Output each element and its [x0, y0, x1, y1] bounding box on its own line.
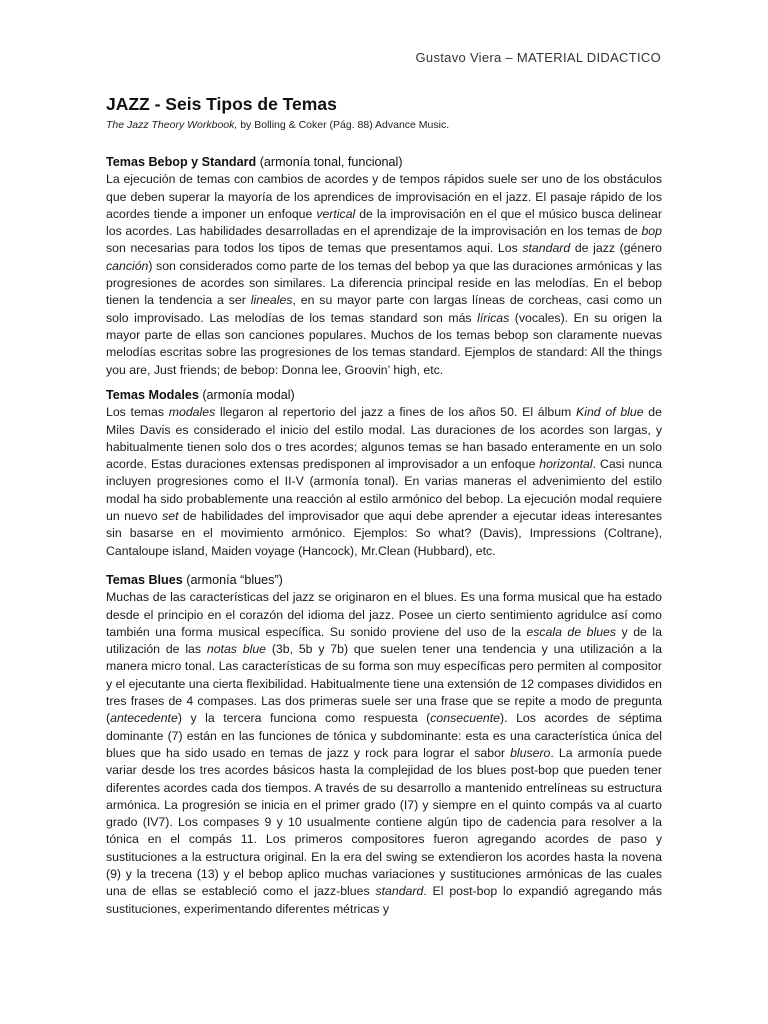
italic-term: antecedente — [110, 711, 178, 726]
text-run: ) son considerados como parte de los temas del bebop ya que las duraciones armónicas y las progresiones de acordes son similares. La diferencia principal reside en las melodías. En el bebop tienen la tendencia a ser — [106, 258, 662, 308]
book-title: The Jazz Theory Workbook, — [106, 119, 238, 131]
text-run: llegaron al repertorio del jazz a fines de los años 50. El álbum — [215, 405, 577, 420]
section-bebop-standard — [106, 154, 662, 379]
text-run: de Miles Davis es considerado el inicio del estilo modal. Las duraciones de los acordes son largas, y habitualmente tienen solo dos o tres acordes; algunos temas se han basado enteramente en un solo acorde. Estas duraciones extensas predisponen al improvisador a un enfoque — [106, 405, 662, 472]
section-heading-main: Temas Bebop y Standard — [106, 155, 257, 169]
italic-term: set — [162, 509, 179, 524]
section-heading-note: (armonía “blues”) — [182, 573, 283, 587]
italic-term: Kind of blue — [576, 405, 644, 420]
section-blues — [106, 572, 662, 918]
text-run: (3b, 5b y 7b) que suelen tener una tendencia y una utilización a la manera micro tonal. Las características de su forma son muy específicas pero permiten al compositor y el ejecutante una cierta flexibilidad. Habitualmente tiene una extensión de 12 compases divididos en tres frases de 4 compases. Las dos primeras suele ser una frase que se repite a modo de pregunta ( — [106, 642, 662, 726]
text-run: . La armonía puede variar desde los tres acordes básicos hasta la complejidad de los blues post-bop que pueden tener diferentes acordes cada dos tiempos. A través de su desarrollo a mantenido entrelíneas su estructura armónica. La progresión se inicia en el primer grado (I7) y siempre en el quinto compás va al cuarto grado (IV7). Los compases 9 y 10 usualmente contiene algún tipo de cadencia para resolver a la tónica en el compás 11. Los primeros compositores fueron agregando acordes de paso y sustituciones a la estructura original. En la era del swing se extendieron los acordes hasta la novena (9) y la trecena (13) y el bebop aplico muchas variaciones y sustituciones armónicas de las cuales una de ellas se estableció como el jazz-blues — [106, 745, 662, 899]
running-header: Gustavo Viera – MATERIAL DIDACTICO — [415, 50, 661, 65]
text-run: ). Los acordes de séptima dominante (7) están en las funciones de tónica y subdominante: esta es una característica única del blues que ha sido usado en temas de jazz y rock para lograr el sabor — [106, 711, 662, 760]
section-paragraph — [106, 171, 662, 379]
italic-term: horizontal — [539, 457, 593, 472]
text-run: . Casi nunca incluyen progresiones como el II-V (armonía tonal). En varias maneras el advenimiento del estilo modal ha sido probablemente una reacción al estilo armónico del bebop. La ejecución modal requiere un nuevo — [106, 457, 662, 524]
section-paragraph — [106, 589, 662, 918]
italic-term: lineales — [250, 293, 293, 308]
italic-term: modales — [168, 405, 216, 420]
text-run: ) y la tercera funciona como respuesta ( — [177, 711, 431, 726]
text-run: La ejecución de temas con cambios de acordes y de tempos rápidos suele ser uno de los obstáculos que deben superar la mayoría de los aprendices de improvisación en el jazz. El pasaje rápido de los acordes tiende a imponer un enfoque — [106, 172, 662, 221]
text-run: de la improvisación en el que el músico busca delinear los acordes. Las habilidades desarrolladas en el aprendizaje de la improvisación en los temas de — [106, 206, 662, 239]
italic-term: bop — [641, 224, 662, 239]
italic-term: consecuente — [430, 711, 501, 726]
italic-term: notas blue — [206, 642, 267, 657]
italic-term: líricas — [477, 310, 510, 325]
text-run: Muchas de las características del jazz se originaron en el blues. Es una forma musical que ha estado desde el principio en el corazón del idioma del jazz. Posee un cierto sentimiento agridulce así como también una forma musical específica. Su sonido proviene del uso de la — [106, 590, 662, 639]
italic-term: standard — [522, 241, 571, 256]
text-run: Los temas — [106, 405, 169, 420]
text-run: (vocales). En su origen la mayor parte de ellas son canciones populares. Muchos de los temas bebop son claramente nuevas melodías escritas sobre las progresiones de los temas standard. Ejemplos de standard: All the things you are, Just friends; de bebop: Donna lee, Groovin’ high, etc. — [106, 310, 662, 377]
italic-term: blusero — [510, 745, 551, 760]
text-run: y de la utilización de las — [106, 624, 662, 657]
italic-term: escala de blues — [526, 624, 617, 639]
section-modales — [106, 387, 662, 560]
italic-term: canción — [106, 258, 149, 273]
section-paragraph — [106, 404, 662, 560]
section-heading-note: (armonía tonal, funcional) — [256, 155, 403, 169]
italic-term: standard — [375, 884, 424, 899]
italic-term: vertical — [316, 206, 356, 221]
text-run: , en su mayor parte con largas líneas de corcheas, casi como un solo improvisado. Las melodías de los temas standard son más — [106, 293, 662, 325]
document-subtitle — [106, 119, 449, 131]
text-run: . El post-bop lo expandió agregando más sustituciones, experimentando diferentes métricas y — [106, 884, 662, 916]
document-title: JAZZ - Seis Tipos de Temas — [106, 94, 337, 114]
section-heading — [106, 572, 662, 589]
text-run: son necesarias para todos los tipos de temas que presentamos aqui. Los — [106, 241, 523, 256]
text-run: de habilidades del improvisador que aqui debe aprender a ejecutar ideas interesantes sin basarse en el movimiento armónico. Ejemplos: So what? (Davis), Impressions (Coltrane), Cantaloupe island, Maiden voyage (Hancock), Mr.Clean (Hubbard), etc. — [106, 509, 663, 558]
section-heading-main: Temas Modales — [106, 388, 199, 402]
text-run: de jazz (género — [570, 241, 663, 256]
book-credits: by Bolling & Coker (Pág. 88) Advance Music. — [237, 119, 450, 131]
section-heading — [106, 154, 662, 171]
section-heading — [106, 387, 662, 404]
section-heading-main: Temas Blues — [106, 573, 183, 587]
section-heading-note: (armonía modal) — [198, 388, 295, 402]
